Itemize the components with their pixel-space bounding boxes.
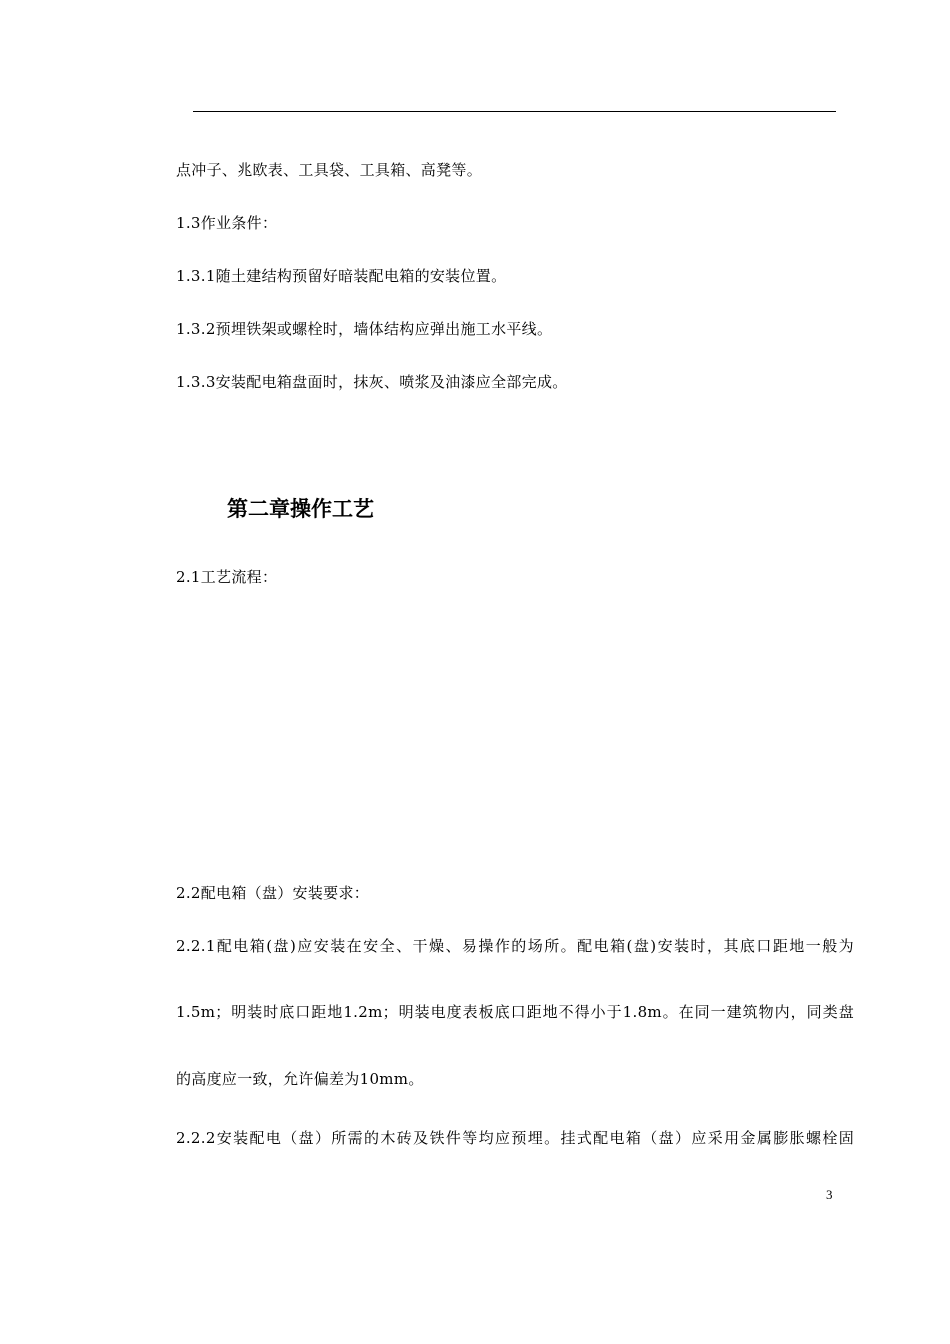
section-2-1-title: 2.1工艺流程：	[176, 568, 278, 586]
chapter-heading: 第二章操作工艺	[227, 497, 374, 521]
page-number: 3	[826, 1187, 833, 1202]
item-1-3-1: 1.3.1随土建结构预留好暗装配电箱的安装位置。	[176, 267, 507, 285]
para-2-2-1-line-1: 2.2.1配电箱(盘)应安装在安全、干燥、易操作的场所。配电箱(盘)安装时，其底口距地一般为	[176, 937, 854, 955]
item-1-3-2: 1.3.2预埋铁架或螺栓时，墙体结构应弹出施工水平线。	[176, 320, 553, 338]
para-2-2-2-line-1: 2.2.2安装配电（盘）所需的木砖及铁件等均应预埋。挂式配电箱（盘）应采用金属膨胀螺栓固	[176, 1129, 854, 1147]
header-rule	[193, 111, 836, 112]
section-1-3-title: 1.3作业条件：	[176, 214, 278, 232]
para-2-2-1-line-3: 的高度应一致，允许偏差为10mm。	[176, 1070, 424, 1088]
para-2-2-1-line-2: 1.5m；明装时底口距地1.2m；明装电度表板底口距地不得小于1.8m。在同一建筑物内，同类盘	[176, 1003, 854, 1021]
section-2-2-title: 2.2配电箱（盘）安装要求：	[176, 884, 370, 902]
tools-list-line: 点冲子、兆欧表、工具袋、工具箱、高凳等。	[176, 161, 483, 179]
item-1-3-3: 1.3.3安装配电箱盘面时，抹灰、喷浆及油漆应全部完成。	[176, 373, 568, 391]
